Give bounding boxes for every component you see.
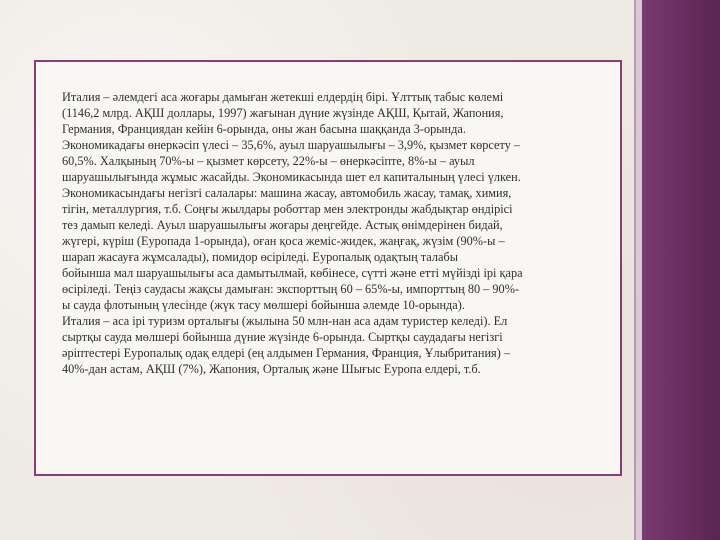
slide-text: Италия – әлемдегі аса жоғары дамыған жетекші елдердің бірі. Ұлттық табыс көлемі (1146,2 млрд. АҚШ доллары, 1997) жағынан дүние жүзінде АҚШ, Қытай, Жапония, Германия, Франциядан кейін 6-орында, оны жан басына шаққанда 3-орында. Экономикадағы өнеркәсіп үлесі – 35,6%, ауыл шаруашылығы – 3,9%, қызмет көрсету – 60,5%. Халқының 70%-ы – қызмет көрсету, 22%-ы – өнеркәсіпте, 8%-ы – ауыл шаруашылығында жұмыс жасайды. Экономикасында шет ел капиталының үлесі үлкен. Экономикасындағы негізгі салалары: машина жасау, автомобиль жасау, тамақ, химия, тігін, металлургия, т.б. Соңғы жылдары роботтар мен электронды жабдықтар өндірісі тез дамып келеді. Ауыл шаруашылығы жоғары деңгейде. Астық өнімдерінен бидай, жүгері, күріш (Еуропада 1-орында), оған қоса жеміс-жидек, жаңғақ, жүзім (90%-ы – шарап жасауға жұмсалады), помидор өсіріледі. Еуропалық одақтың талабы бойынша мал шаруашылығы аса дамытылмай, көбінесе, сүтті және етті мүйізді ірі қара өсіріледі. Теңіз саудасы жақсы дамыған: экспорттың 60 – 65%-ы, импорттың 80 – 90%- ы сауда флотының үлесінде (жүк тасу мөлшері бойынша әлемде 10-орында). Италия – аса ірі туризм орталығы (жылына 50 млн-нан аса адам туристер келеді). Ел сыртқы сауда мөлшері бойынша дүние жүзінде 6-орында. Сыртқы саудадағы негізгі әріптестері Еуропалық одақ елдері (ең алдымен Германия, Франция, Ұлыбритания) – 40%-дан астам, АҚШ (7%), Жапония, Орталық және Шығыс Еуропа елдері, т.б.	[62, 90, 523, 376]
accent-bar	[642, 0, 720, 540]
